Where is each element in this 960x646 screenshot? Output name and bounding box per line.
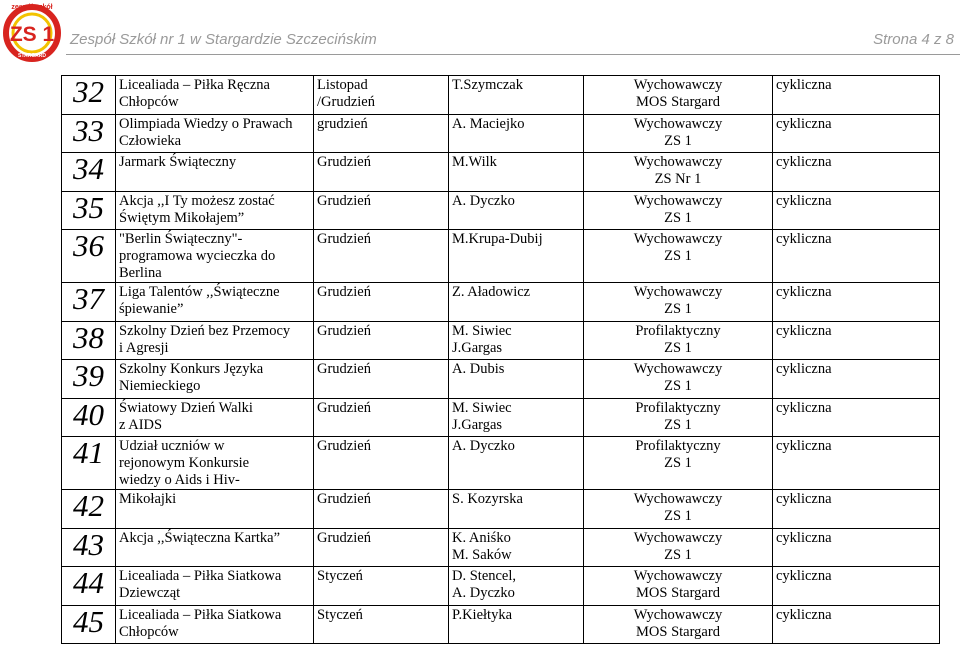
- event-name: Licealiada – Piłka Ręczna Chłopców: [116, 76, 314, 115]
- event-date: Grudzień: [314, 398, 449, 437]
- row-number: 41: [62, 437, 116, 490]
- header-divider: [66, 54, 960, 55]
- event-type: cykliczna: [773, 153, 940, 192]
- row-number: 44: [62, 567, 116, 606]
- event-team: Wychowawczy ZS 1: [584, 191, 773, 230]
- table-row: [62, 230, 940, 283]
- event-person: M.Wilk: [449, 153, 584, 192]
- table-row: [62, 321, 940, 360]
- event-type: cykliczna: [773, 321, 940, 360]
- page-number: Strona 4 z 8: [873, 31, 954, 48]
- event-type: cykliczna: [773, 605, 940, 644]
- event-date: Grudzień: [314, 230, 449, 283]
- event-person: P.Kiełtyka: [449, 605, 584, 644]
- event-team: Wychowawczy MOS Stargard: [584, 605, 773, 644]
- event-team: Wychowawczy MOS Stargard: [584, 76, 773, 115]
- document-header-title: Zespół Szkół nr 1 w Stargardzie Szczecińskim: [70, 31, 377, 48]
- event-team: Profilaktyczny ZS 1: [584, 437, 773, 490]
- event-person: T.Szymczak: [449, 76, 584, 115]
- event-name: Licealiada – Piłka Siatkowa Dziewcząt: [116, 567, 314, 606]
- row-number: 33: [62, 114, 116, 153]
- event-person: A. Dyczko: [449, 437, 584, 490]
- event-date: Grudzień: [314, 191, 449, 230]
- event-type: cykliczna: [773, 360, 940, 399]
- event-name: Światowy Dzień Walki z AIDS: [116, 398, 314, 437]
- event-type: cykliczna: [773, 76, 940, 115]
- event-name: Szkolny Konkurs Języka Niemieckiego: [116, 360, 314, 399]
- table-row: [62, 567, 940, 606]
- row-number: 40: [62, 398, 116, 437]
- event-person: D. Stencel, A. Dyczko: [449, 567, 584, 606]
- logo-text-main: ZS 1: [9, 23, 55, 46]
- event-team: Wychowawczy ZS 1: [584, 114, 773, 153]
- event-person: S. Kozyrska: [449, 490, 584, 529]
- row-number: 39: [62, 360, 116, 399]
- table-row: [62, 283, 940, 322]
- row-number: 45: [62, 605, 116, 644]
- event-name: Akcja ,,I Ty możesz zostać Świętym Mikołajem”: [116, 191, 314, 230]
- row-number: 34: [62, 153, 116, 192]
- event-date: Grudzień: [314, 360, 449, 399]
- event-date: grudzień: [314, 114, 449, 153]
- table-row: [62, 191, 940, 230]
- event-name: Mikołajki: [116, 490, 314, 529]
- event-date: Grudzień: [314, 437, 449, 490]
- school-logo: [2, 0, 62, 62]
- event-team: Wychowawczy ZS 1: [584, 528, 773, 567]
- table-row: [62, 490, 940, 529]
- table-row: [62, 528, 940, 567]
- event-date: Grudzień: [314, 283, 449, 322]
- event-name: "Berlin Świąteczny"- programowa wycieczka do Berlina: [116, 230, 314, 283]
- event-team: Wychowawczy ZS 1: [584, 490, 773, 529]
- event-name: Udział uczniów w rejonowym Konkursie wiedzy o Aids i Hiv-: [116, 437, 314, 490]
- event-person: Z. Aładowicz: [449, 283, 584, 322]
- event-team: Wychowawczy ZS 1: [584, 283, 773, 322]
- table-row: [62, 76, 940, 115]
- event-name: Olimpiada Wiedzy o Prawach Człowieka: [116, 114, 314, 153]
- event-team: Wychowawczy ZS Nr 1: [584, 153, 773, 192]
- table-row: [62, 398, 940, 437]
- event-type: cykliczna: [773, 437, 940, 490]
- event-person: K. Aniśko M. Saków: [449, 528, 584, 567]
- event-person: A. Dubis: [449, 360, 584, 399]
- event-date: Grudzień: [314, 490, 449, 529]
- event-person: A. Dyczko: [449, 191, 584, 230]
- event-date: Listopad /Grudzień: [314, 76, 449, 115]
- event-team: Wychowawczy MOS Stargard: [584, 567, 773, 606]
- event-team: Wychowawczy ZS 1: [584, 230, 773, 283]
- table-row: [62, 114, 940, 153]
- table-row: [62, 360, 940, 399]
- event-name: Akcja ,,Świąteczna Kartka”: [116, 528, 314, 567]
- event-team: Profilaktyczny ZS 1: [584, 321, 773, 360]
- event-type: cykliczna: [773, 191, 940, 230]
- event-person: A. Maciejko: [449, 114, 584, 153]
- event-name: Liga Talentów ,,Świąteczne śpiewanie”: [116, 283, 314, 322]
- row-number: 37: [62, 283, 116, 322]
- row-number: 35: [62, 191, 116, 230]
- event-name: Jarmark Świąteczny: [116, 153, 314, 192]
- event-type: cykliczna: [773, 567, 940, 606]
- row-number: 42: [62, 490, 116, 529]
- event-date: Grudzień: [314, 321, 449, 360]
- event-date: Styczeń: [314, 605, 449, 644]
- event-team: Profilaktyczny ZS 1: [584, 398, 773, 437]
- event-type: cykliczna: [773, 114, 940, 153]
- event-name: Szkolny Dzień bez Przemocy i Agresji: [116, 321, 314, 360]
- row-number: 36: [62, 230, 116, 283]
- row-number: 38: [62, 321, 116, 360]
- event-type: cykliczna: [773, 283, 940, 322]
- event-person: M.Krupa-Dubij: [449, 230, 584, 283]
- table-row: [62, 437, 940, 490]
- event-name: Licealiada – Piłka Siatkowa Chłopców: [116, 605, 314, 644]
- logo-text-top: zespół szkół: [11, 4, 53, 11]
- table-row: [62, 153, 940, 192]
- event-type: cykliczna: [773, 230, 940, 283]
- row-number: 32: [62, 76, 116, 115]
- event-date: Grudzień: [314, 153, 449, 192]
- event-type: cykliczna: [773, 528, 940, 567]
- event-type: cykliczna: [773, 490, 940, 529]
- event-date: Grudzień: [314, 528, 449, 567]
- events-table: [61, 75, 940, 644]
- table-row: [62, 605, 940, 644]
- event-team: Wychowawczy ZS 1: [584, 360, 773, 399]
- event-type: cykliczna: [773, 398, 940, 437]
- event-person: M. Siwiec J.Gargas: [449, 321, 584, 360]
- logo-ring-text: STARGARD: [18, 53, 46, 59]
- row-number: 43: [62, 528, 116, 567]
- event-person: M. Siwiec J.Gargas: [449, 398, 584, 437]
- event-date: Styczeń: [314, 567, 449, 606]
